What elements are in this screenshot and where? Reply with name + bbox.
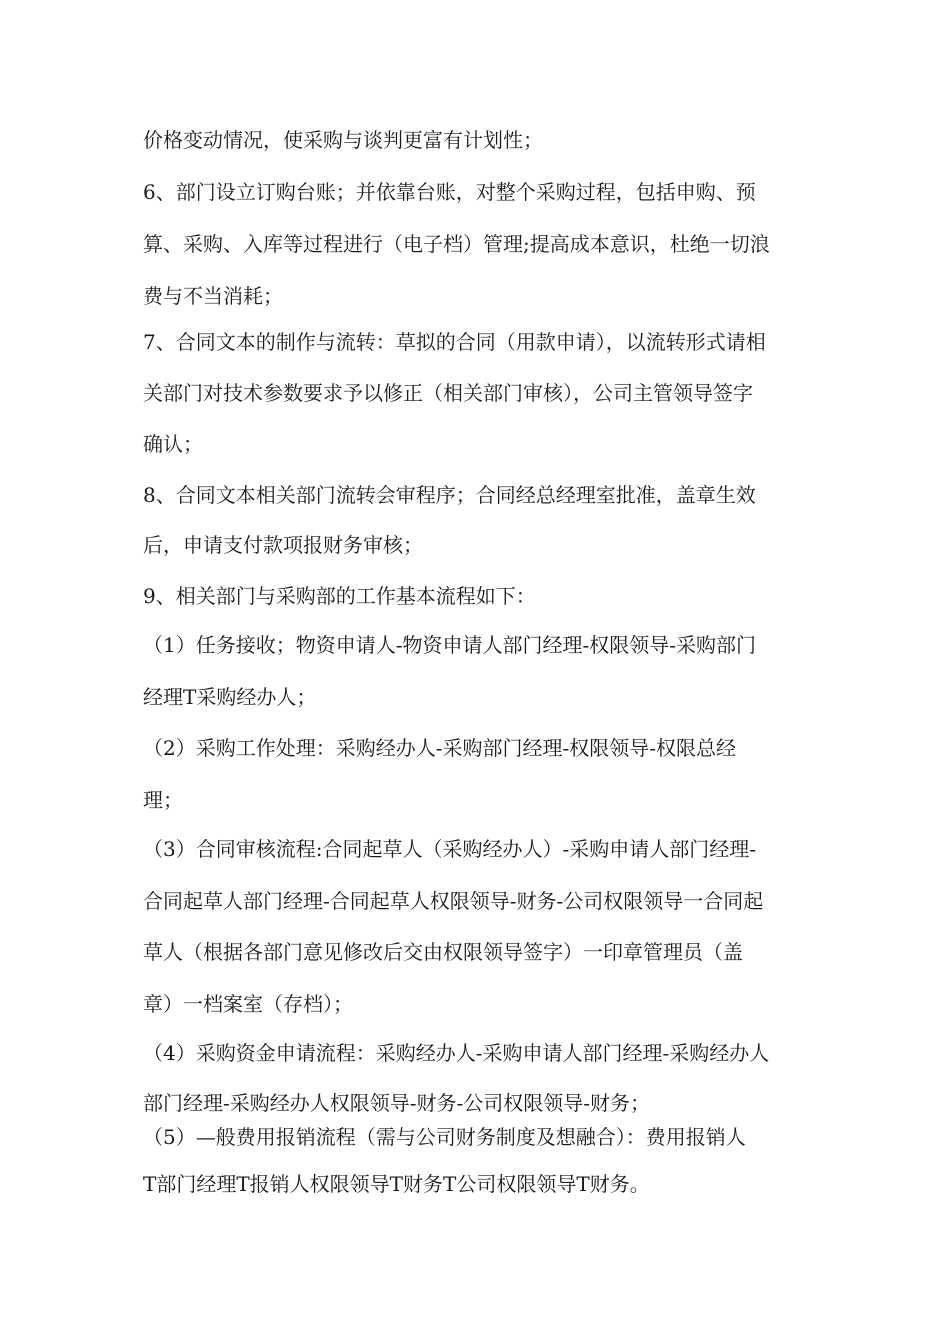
text-line: 草人（根据各部门意见修改后交由权限领导签字）一印章管理员（盖 xyxy=(143,940,743,964)
text-line: 确认； xyxy=(143,432,203,456)
text-line: （3）合同审核流程:合同起草人（采购经办人）-采购申请人部门经理- xyxy=(143,837,756,861)
text-line: 部门经理-采购经办人权限领导-财务-公司权限领导-财务； xyxy=(143,1091,651,1115)
text-line: 8、合同文本相关部门流转会审程序；合同经总经理室批准，盖章生效 xyxy=(143,483,756,507)
text-line: （5）—般费用报销流程（需与公司财务制度及想融合）：费用报销人 xyxy=(143,1125,746,1149)
text-line: 7、合同文本的制作与流转：草拟的合同（用款申请），以流转形式请相 xyxy=(143,330,766,354)
text-line: （4）采购资金申请流程：采购经办人-采购申请人部门经理-采购经办人 xyxy=(143,1041,770,1065)
text-line: 关部门对技术参数要求予以修正（相关部门审核），公司主管领导签字 xyxy=(143,381,753,405)
text-line: 费与不当消耗； xyxy=(143,284,283,308)
text-line: （1）任务接收；物资申请人-物资申请人部门经理-权限领导-采购部门 xyxy=(143,633,756,657)
text-line: 合同起草人部门经理-合同起草人权限领导-财务-公司权限领导一合同起 xyxy=(143,889,764,913)
text-line: 章）一档案室（存档）； xyxy=(143,992,353,1016)
text-line: 经理T采购经办人； xyxy=(143,685,317,709)
text-line: （2）采购工作处理：采购经办人-采购部门经理-权限领导-权限总经 xyxy=(143,736,736,760)
text-line: 理； xyxy=(143,788,183,812)
text-line: T部门经理T报销人权限领导T财务T公司权限领导T财务。 xyxy=(143,1172,650,1196)
text-line: 9、相关部门与采购部的工作基本流程如下： xyxy=(143,584,536,608)
text-line: 后，申请支付款项报财务审核； xyxy=(143,533,423,557)
text-line: 算、采购、入库等过程进行（电子档）管理;提高成本意识，杜绝一切浪 xyxy=(143,232,770,256)
text-line: 6、部门设立订购台账；并依靠台账，对整个采购过程，包括申购、预 xyxy=(143,180,756,204)
text-line: 价格变动情况，使采购与谈判更富有计划性； xyxy=(143,128,543,152)
